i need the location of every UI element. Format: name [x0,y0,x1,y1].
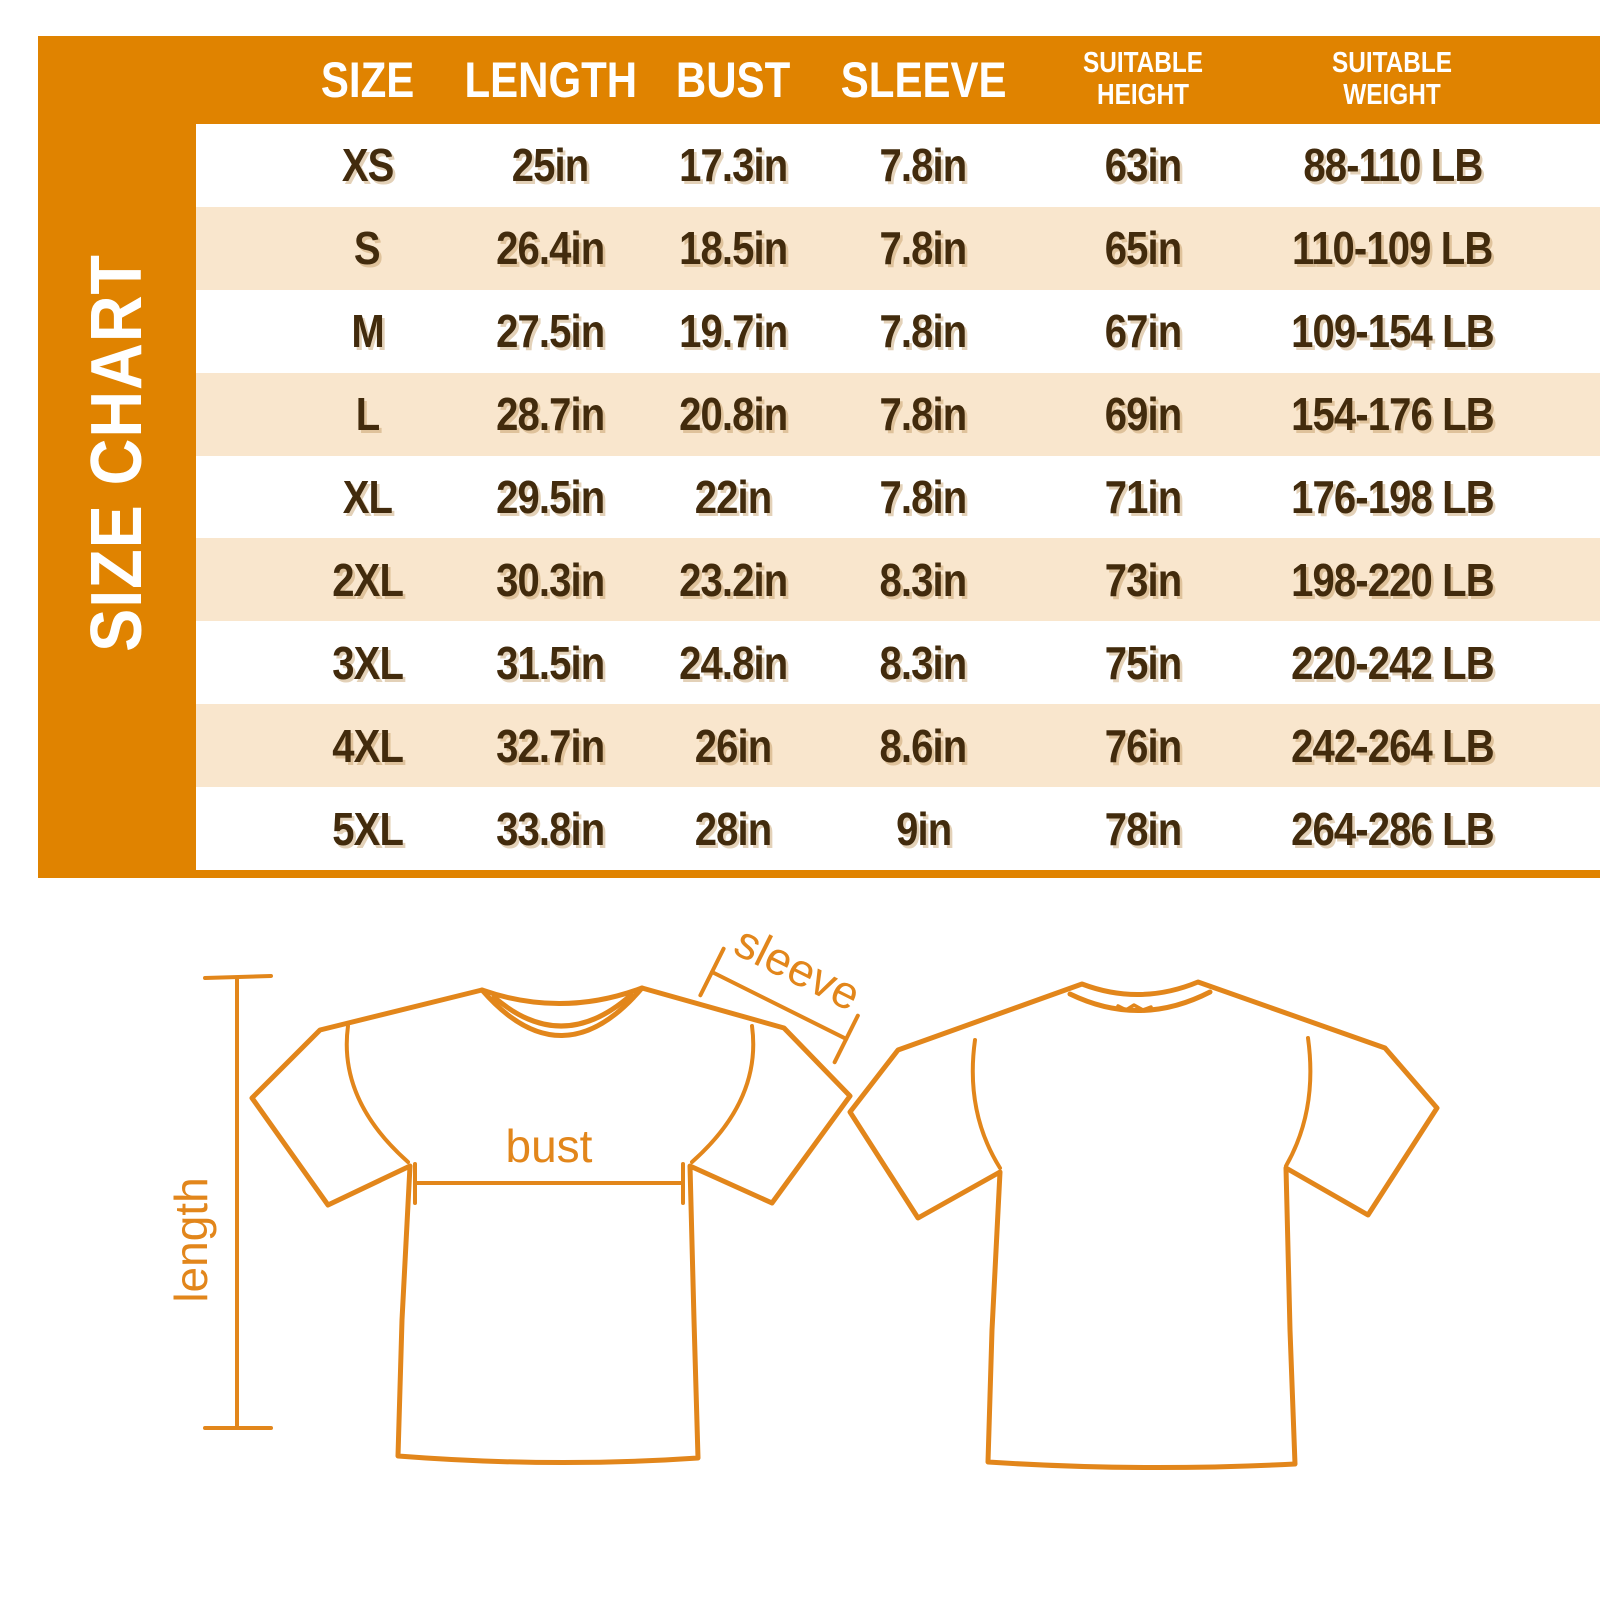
table-row [196,124,1600,207]
front-right-armhole-seam [692,1026,753,1162]
table-row [196,621,1600,704]
cell-length: 29.5in [496,471,605,523]
cell-length: 27.5in [496,305,605,358]
cell-sleeve: 9in [895,802,951,855]
cell-sleeve: 7.8in [879,139,967,192]
cell-sleeve: 7.8in [879,388,967,441]
cell-weight: 176-198 LB [1291,471,1494,523]
table-row [196,704,1600,787]
cell-height: 63in [1104,139,1182,192]
cell-weight: 220-242 LB [1291,636,1494,689]
cell-sleeve: 7.8in [879,222,967,275]
cell-sleeve: 7.8in [879,305,967,358]
cell-height: 65in [1104,222,1182,275]
table-row [196,290,1600,373]
front-shirt-outline [252,988,850,1463]
cell-weight: 242-264 LB [1291,719,1494,772]
cell-size: L [355,388,380,441]
bust-measure [415,1120,683,1203]
side-title-column [38,36,196,870]
cell-size: S [354,222,381,275]
cell-size: 4XL [331,719,403,772]
cell-size: 3XL [331,636,403,689]
size-table [196,36,1600,870]
cell-bust: 24.8in [678,636,788,689]
cell-height: 75in [1104,636,1182,689]
cell-bust: 19.7in [678,305,788,358]
table-body [196,124,1600,870]
cell-length: 28.7in [496,388,605,441]
table-row [196,456,1600,539]
cell-weight: 88-110 LB [1302,139,1483,192]
cell-size: XS [341,139,394,192]
cell-weight: 109-154 LB [1291,305,1494,358]
sleeve-label: sleeve [726,914,869,1021]
cell-bust: 23.2in [678,553,788,606]
cell-weight: 198-220 LB [1291,553,1494,606]
length-label: length [165,1177,217,1303]
cell-bust: 22in [694,471,772,523]
cell-size: M [351,305,384,358]
cell-sleeve: 7.8in [879,471,967,523]
header-size: SIZE [320,52,414,108]
size-chart-panel [38,36,1600,878]
cell-length: 26.4in [496,222,605,275]
header-bust: BUST [675,52,791,108]
cell-height: 67in [1104,305,1182,358]
cell-weight: 264-286 LB [1291,802,1494,855]
cell-bust: 18.5in [678,222,788,275]
cell-weight: 154-176 LB [1291,388,1494,441]
cell-height: 76in [1104,719,1182,772]
cell-height: 78in [1104,802,1182,855]
chart-title: SIZE CHART [77,254,157,652]
header-suitable-height: SUITABLE HEIGHT [1082,47,1203,111]
bust-label: bust [505,1120,593,1172]
back-right-armhole-seam [1286,1038,1310,1166]
cell-sleeve: 8.3in [879,636,967,689]
cell-bust: 20.8in [678,388,788,441]
header-length: LENGTH [464,52,637,108]
table-row [196,538,1600,621]
back-left-armhole-seam [973,1040,1000,1168]
sleeve-measure [700,911,876,1062]
cell-length: 33.8in [496,802,605,855]
length-measure [165,976,271,1428]
cell-bust: 28in [694,802,772,855]
back-shirt-outline [850,982,1437,1468]
table-row [196,207,1600,290]
cell-weight: 110-109 LB [1292,222,1493,275]
cell-length: 32.7in [496,719,605,772]
cell-bust: 26in [694,719,772,772]
table-header-row [196,36,1600,124]
header-suitable-weight: SUITABLE WEIGHT [1332,47,1453,111]
cell-sleeve: 8.6in [879,719,967,772]
table-row [196,373,1600,456]
cell-height: 71in [1104,471,1182,523]
cell-height: 73in [1104,553,1182,606]
cell-length: 31.5in [496,636,605,689]
header-sleeve: SLEEVE [840,52,1007,108]
cell-size: 5XL [331,802,403,855]
cell-sleeve: 8.3in [879,553,967,606]
cell-size: 2XL [331,553,403,606]
measurement-diagram [0,900,1600,1600]
cell-size: XL [342,471,392,523]
table-row [196,787,1600,870]
cell-length: 25in [512,139,589,192]
cell-length: 30.3in [496,553,605,606]
front-left-armhole-seam [347,1026,408,1162]
cell-height: 69in [1104,388,1182,441]
cell-bust: 17.3in [678,139,788,192]
